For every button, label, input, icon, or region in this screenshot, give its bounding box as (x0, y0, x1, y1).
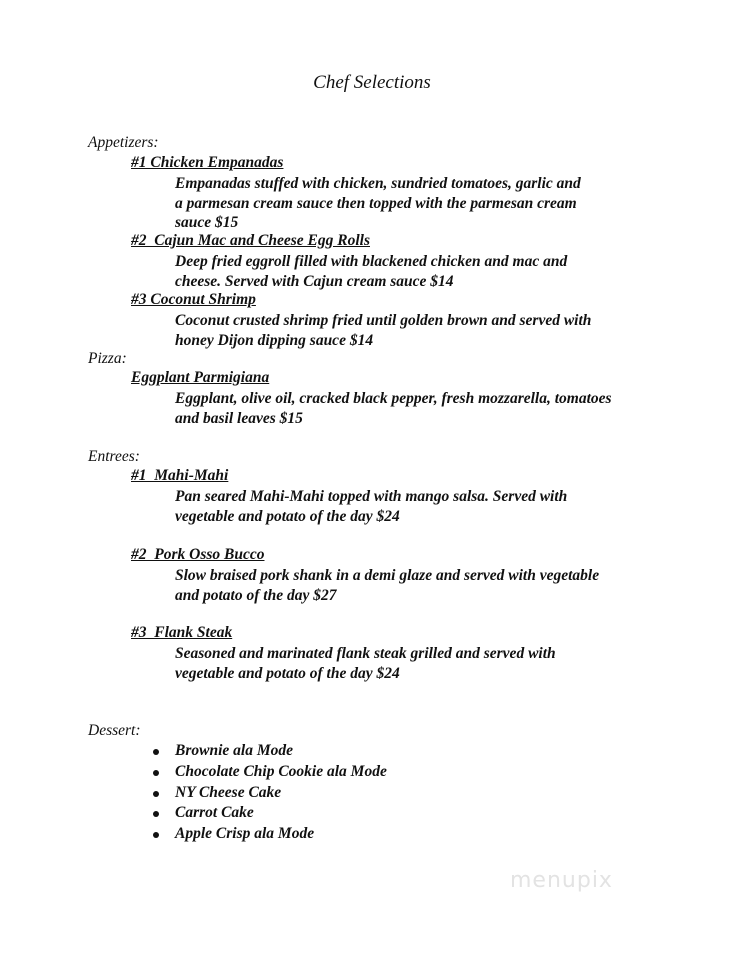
menu-item-description (175, 644, 665, 683)
dessert-name: Apple Crisp ala Mode (175, 825, 315, 843)
list-item (150, 803, 387, 824)
list-item (150, 783, 387, 804)
description-line: honey Dijon dipping sauce $14 (175, 331, 374, 349)
menu-item-description (175, 389, 665, 428)
dessert-name: Brownie ala Mode (175, 742, 293, 759)
description-line: vegetable and potato of the day $24 (175, 664, 400, 682)
description-line: Pan seared Mahi-Mahi topped with mango salsa. Served with (175, 488, 568, 505)
bullet-icon (153, 770, 159, 776)
watermark-logo: menupix (510, 868, 613, 893)
bullet-icon (153, 832, 159, 838)
description-line: and potato of the day $27 (175, 586, 337, 604)
description-line: vegetable and potato of the day $24 (175, 507, 400, 525)
menu-item-description (175, 311, 665, 350)
menu-item-name: #1 Mahi-Mahi (131, 467, 229, 484)
description-line: and basil leaves $15 (175, 409, 303, 427)
list-item (150, 762, 387, 783)
bullet-icon (153, 791, 159, 797)
menu-item-name: Eggplant Parmigiana (131, 369, 270, 386)
section-heading-pizza: Pizza: (88, 350, 127, 367)
description-line: Deep fried eggroll filled with blackened chicken and mac and (175, 253, 568, 270)
section-heading-appetizers: Appetizers: (88, 134, 159, 151)
bullet-icon (153, 811, 159, 817)
description-line: Eggplant, olive oil, cracked black pepper, fresh mozzarella, tomatoes (175, 390, 612, 407)
section-heading-entrees: Entrees: (88, 448, 140, 465)
menu-item-description (175, 566, 665, 605)
menu-item-name: #3 Coconut Shrimp (131, 291, 256, 308)
page-title: Chef Selections (313, 72, 431, 93)
description-line: cheese. Served with Cajun cream sauce $14 (175, 272, 454, 290)
menu-item-description (175, 487, 665, 526)
dessert-list (150, 741, 387, 845)
list-item (150, 824, 387, 845)
dessert-name: NY Cheese Cake (175, 783, 282, 801)
section-heading-dessert: Dessert: (88, 722, 141, 739)
description-line: Empanadas stuffed with chicken, sundried tomatoes, garlic and (175, 175, 581, 192)
menu-item-name: #2 Cajun Mac and Cheese Egg Rolls (131, 232, 370, 249)
bullet-icon (153, 749, 159, 755)
menu-item-name: #3 Flank Steak (131, 624, 233, 641)
menu-item-description (175, 174, 665, 233)
menu-item-name: #2 Pork Osso Bucco (131, 546, 265, 563)
description-line: Slow braised pork shank in a demi glaze and served with vegetable (175, 567, 600, 584)
menu-item-description (175, 252, 665, 291)
list-item (150, 741, 387, 762)
menu-item-name: #1 Chicken Empanadas (131, 154, 284, 171)
description-line: Seasoned and marinated flank steak grilled and served with (175, 645, 556, 662)
dessert-name: Chocolate Chip Cookie ala Mode (175, 762, 387, 780)
description-line: Coconut crusted shrimp fried until golden brown and served with (175, 312, 592, 329)
description-line: a parmesan cream sauce then topped with the parmesan cream (175, 194, 577, 212)
dessert-name: Carrot Cake (175, 804, 254, 822)
description-line: sauce $15 (175, 214, 239, 232)
